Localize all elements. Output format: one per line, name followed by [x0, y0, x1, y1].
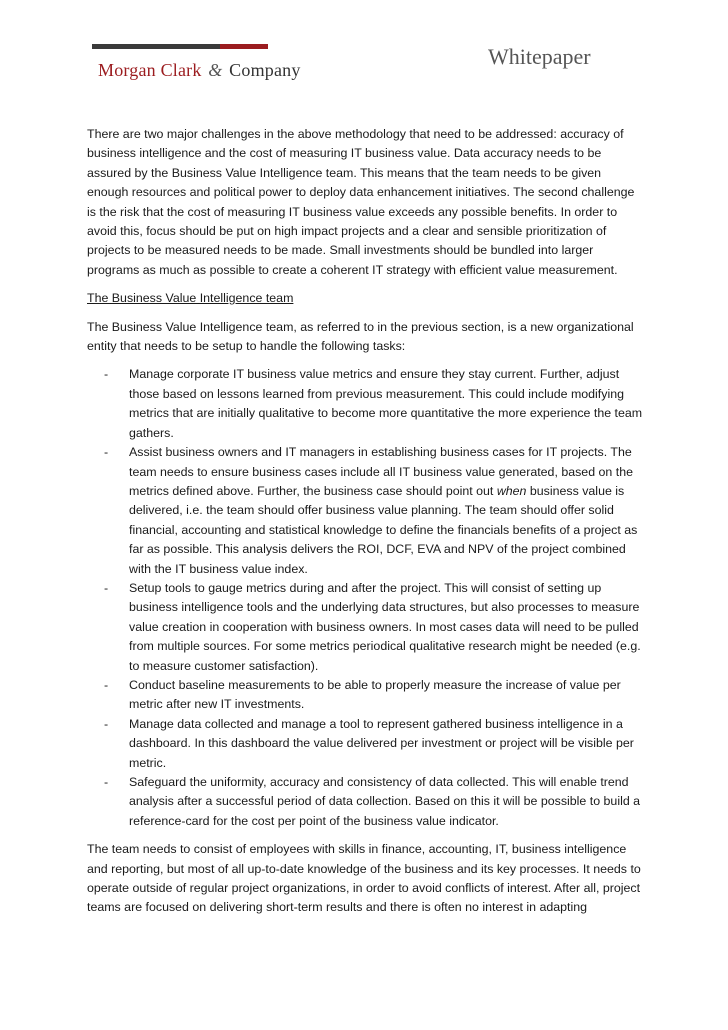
bullet-dash: - — [104, 716, 109, 731]
bullet-dash: - — [104, 775, 109, 789]
document-body — [87, 125, 643, 927]
header-rule-red — [220, 44, 268, 49]
list-item-emphasis: when — [496, 483, 527, 498]
list-item — [87, 365, 643, 443]
bullet-dash: - — [104, 580, 109, 595]
list-item-text: Conduct baseline measurements to be able to properly measure the increase of value per metric after new IT investments. — [129, 677, 621, 712]
section-heading: The Business Value Intelligence team — [87, 291, 294, 306]
document-type: Whitepaper — [488, 44, 591, 69]
logo-ampersand: & — [208, 60, 223, 80]
logo-name: Morgan Clark — [98, 60, 202, 80]
bullet-dash: - — [104, 677, 109, 692]
logo-company: Company — [229, 60, 301, 80]
list-item-text-after: business value is delivered, i.e. the team should offer business value planning. The team should offer solid financial, accounting and statistical knowledge to define the financials benefits of a project as far as possible. This analysis delivers the ROI, DCF, EVA and NPV of the project combined with the IT business value index. — [129, 483, 638, 576]
section-intro-paragraph: The Business Value Intelligence team, as referred to in the previous section, is a new organizational entity that needs to be setup to handle the following tasks: — [87, 319, 634, 354]
list-item — [87, 715, 643, 773]
task-list — [87, 365, 643, 831]
page-header — [0, 0, 728, 100]
bullet-dash: - — [104, 445, 109, 460]
list-item — [87, 773, 643, 831]
header-rule-dark — [92, 44, 220, 49]
list-item — [87, 443, 643, 579]
company-logo — [98, 60, 301, 81]
closing-paragraph: The team needs to consist of employees with skills in finance, accounting, IT, business intelligence and reporting, but most of all up-to-date knowledge of the business and its key processes. It needs to operate outside of regular project organizations, in order to avoid conflicts of interest. After all, project teams are focused on delivering short-term results and there is often no interest in adapting — [87, 842, 641, 915]
list-item-text: Manage data collected and manage a tool to represent gathered business intelligence in a dashboard. In this dashboard the value delivered per investment or project will be visible per metric. — [129, 716, 634, 770]
intro-paragraph: There are two major challenges in the above methodology that need to be addressed: accuracy of business intelligence and the cost of measuring IT business value. Data accuracy needs to be assured by the Business Value Intelligence team. This means that the team needs to be given enough resources and political power to deploy data enhancement initiatives. The second challenge is the risk that the cost of measuring IT business value exceeds any possible benefits. In order to avoid this, focus should be put on high impact projects and a clear and sensible prioritization of projects to be measured needs to be made. Small investments should be bundled into larger programs as much as possible to create a coherent IT strategy with efficient value measurement. — [87, 127, 635, 277]
list-item-text: Safeguard the uniformity, accuracy and consistency of data collected. This will enable trend analysis after a successful period of data collection. Based on this it will be possible to build a reference-card for the cost per point of the business value indicator. — [129, 775, 641, 828]
list-item — [87, 579, 643, 676]
list-item-text: Setup tools to gauge metrics during and after the project. This will consist of setting up business intelligence tools and the underlying data structures, but also processes to measure value creation in cooperation with business owners. In most cases data will need to be pulled from multiple sources. For some metrics periodical qualitative research might be needed (e.g. to measure customer satisfaction). — [129, 580, 641, 673]
list-item-text: Manage corporate IT business value metrics and ensure they stay current. Further, adjust those based on lessons learned from previous measurement. This could include modifying metrics that are initially qualitative to become more quantitative the more experience the team gathers. — [129, 367, 643, 440]
list-item-text-before: Assist business owners and IT managers in establishing business cases for IT projects. The team needs to ensure business cases include all IT business value generated, based on the metrics defined above. Further, the business case should point out — [129, 445, 633, 498]
list-item — [87, 676, 643, 715]
bullet-dash: - — [104, 367, 109, 382]
